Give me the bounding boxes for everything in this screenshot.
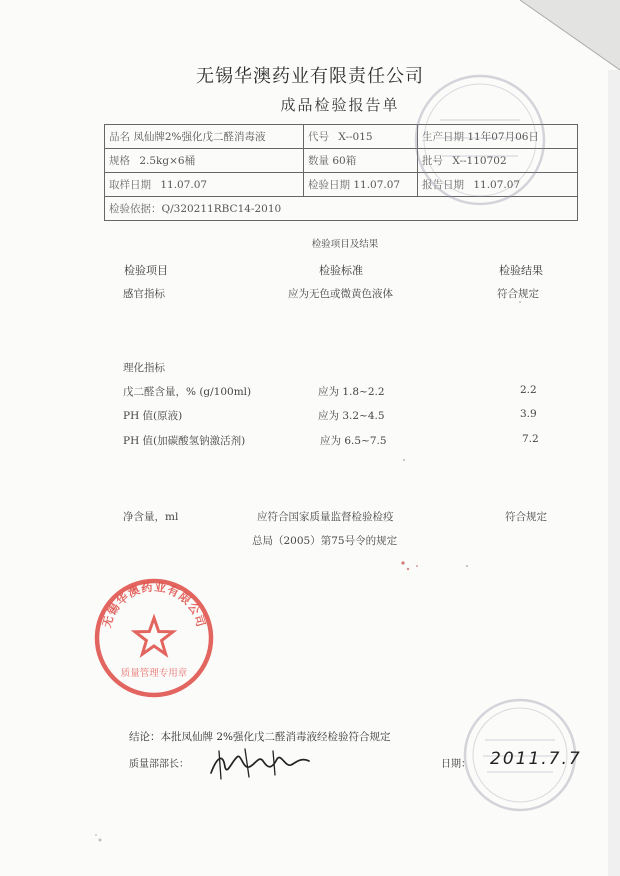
spec-label: 规格 <box>109 155 130 167</box>
product-label: 品名 <box>109 131 130 143</box>
quantity-value: 60箱 <box>332 155 357 167</box>
basis-value: Q/320211RBC14-2010 <box>161 203 282 215</box>
sensory-standard: 应为无色或微黄色液体 <box>288 288 393 300</box>
sample-date-label: 取样日期 <box>109 179 151 191</box>
net-content-result: 符合规定 <box>505 511 547 523</box>
report-date-label: 报告日期 <box>422 179 464 191</box>
sensory-item: 感官指标 <box>123 288 165 300</box>
spec-value: 2.5kg×6桶 <box>139 155 196 167</box>
batch-label: 批号 <box>422 155 443 167</box>
document-title: 成品检验报告单 <box>280 96 400 114</box>
seal-arc-text: 无锡华澳药业有限公司 <box>99 579 209 630</box>
column-header-item: 检验项目 <box>124 264 168 277</box>
report-date-value: 11.07.07 <box>473 179 521 191</box>
physchem-row-1-standard: 应为 1.8~2.2 <box>318 386 385 398</box>
net-content-item: 净含量，ml <box>123 511 179 523</box>
product-value: 凤仙牌2%强化戊二醛消毒液 <box>133 131 266 143</box>
net-content-standard-line2: 总局（2005）第75号令的规定 <box>252 535 398 547</box>
code-label: 代号 <box>308 131 329 143</box>
physchem-row-1-item: 戊二醛含量，% (g/100ml) <box>123 386 252 398</box>
manager-label: 质量部部长： <box>129 759 189 770</box>
sample-date-value: 11.07.07 <box>160 179 208 191</box>
manager-signature-icon <box>205 745 315 783</box>
sign-date-value: 2011.7.7 <box>490 749 582 769</box>
column-header-standard: 检验标准 <box>319 264 363 277</box>
physchem-row-3-item: PH 值(加碳酸氢钠激活剂) <box>123 435 246 447</box>
physchem-row-2-item: PH 值(原液) <box>123 410 183 422</box>
conclusion-text: 结论：本批凤仙牌 2%强化戊二醛消毒液经检验符合规定 <box>129 731 391 743</box>
physchem-row-2-standard: 应为 3.2~4.5 <box>318 410 385 422</box>
basis-label: 检验依据： <box>109 203 162 215</box>
batch-value: X--110702 <box>452 155 507 167</box>
section-title: 检验项目及结果 <box>311 239 379 250</box>
column-header-result: 检验结果 <box>499 264 543 277</box>
net-content-standard-line1: 应符合国家质量监督检验检疫 <box>257 511 394 523</box>
test-date-value: 11.07.07 <box>353 179 401 191</box>
code-value: X--015 <box>338 131 373 143</box>
physchem-row-2-result: 3.9 <box>520 408 537 420</box>
physchem-title: 理化指标 <box>123 362 165 374</box>
physchem-row-1-result: 2.2 <box>520 384 537 396</box>
production-date-value: 11年07月06日 <box>467 131 539 143</box>
physchem-row-3-standard: 应为 6.5~7.5 <box>320 435 387 447</box>
company-seal-icon <box>92 576 216 700</box>
date-label: 日期： <box>441 759 471 770</box>
sensory-result: 符合规定 <box>497 288 539 300</box>
company-name: 无锡华澳药业有限责任公司 <box>196 66 424 87</box>
physchem-row-3-result: 7.2 <box>522 433 539 445</box>
faint-stamp-top-icon <box>400 60 560 220</box>
test-date-label: 检验日期 <box>308 179 350 191</box>
quantity-label: 数量 <box>308 155 329 167</box>
seal-subtext: 质量管理专用章 <box>120 668 188 679</box>
production-date-label: 生产日期 <box>422 131 464 143</box>
